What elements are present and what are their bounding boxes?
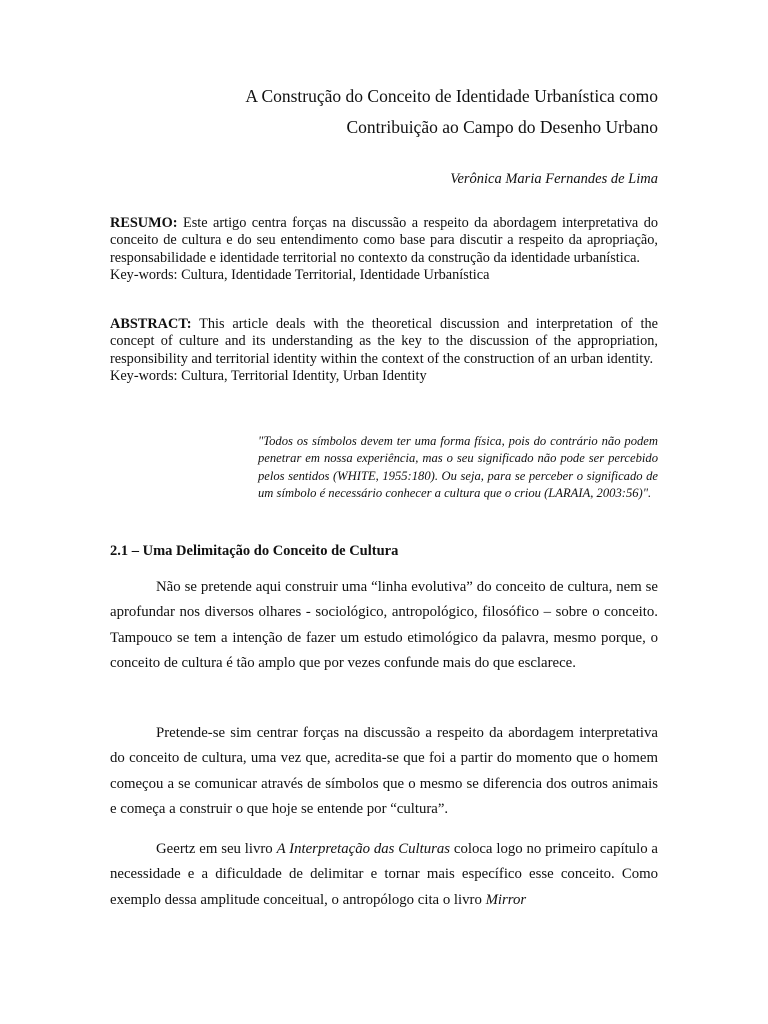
paragraph-1-text: Não se pretende aqui construir uma “linha evolutiva” do conceito de cultura, nem se aprofundar nos diversos olhares - sociológico, antropológico, filosófico – sobre o conceito. Tampouco se tem a intenção de fazer um estudo etimológico da palavra, mesmo porque, o conceito de cultura é tão amplo que por vezes confunde mais do que esclarece. xyxy=(110,579,658,672)
epigraph-quote: "Todos os símbolos devem ter uma forma física, pois do contrário não podem penetrar em nossa experiência, mas o seu significado não pode ser percebido pelos sentidos (WHITE, 1955:180). Ou seja, para se perceber o significado de um símbolo é necessário conhecer a cultura que o criou (LARAIA, 2003:56)". xyxy=(258,434,658,501)
author-name: Verônica Maria Fernandes de Lima xyxy=(450,171,658,187)
paragraph-2 xyxy=(110,721,658,823)
book-title: A Interpretação das Culturas xyxy=(276,841,451,857)
paragraph-1 xyxy=(110,575,658,677)
abstract-block xyxy=(110,316,658,385)
resumo-block xyxy=(110,215,658,284)
paragraph-3 xyxy=(110,837,658,913)
abstract-label: ABSTRACT: xyxy=(110,316,192,332)
abstract-text: This article deals with the theoretical discussion and interpretation of the concept of culture and its understanding as the key to the discussion of the appropriation, responsibility and territorial identity within the context of the construction of an urban identity. xyxy=(110,316,658,367)
resumo-keywords: Key-words: Cultura, Identidade Territorial, Identidade Urbanística xyxy=(110,266,490,283)
section-heading: 2.1 – Uma Delimitação do Conceito de Cultura xyxy=(110,543,399,559)
abstract-keywords: Key-words: Cultura, Territorial Identity, Urban Identity xyxy=(110,367,427,384)
resumo-label: RESUMO: xyxy=(110,215,178,231)
paragraph-3-part1: Geertz em seu livro xyxy=(156,841,277,857)
title-line-2: Contribuição ao Campo do Desenho Urbano xyxy=(346,117,658,137)
title-line-1: A Construção do Conceito de Identidade Urbanística como xyxy=(245,86,658,106)
paragraph-3-part2: coloca logo no primeiro capítulo a necessidade e a dificuldade de delimitar e tornar mais específico esse conceito. Como exemplo dessa amplitude conceitual, o antropólogo cita o livro xyxy=(110,841,659,908)
book-title-2: Mirror xyxy=(485,891,527,908)
paragraph-2-text: Pretende-se sim centrar forças na discussão a respeito da abordagem interpretativa do conceito de cultura, uma vez que, acredita-se que foi a partir do momento que o homem começou a se comunicar através de símbolos que o mesmo se diferencia dos outros animais e começa a construir o que hoje se entende por “cultura”. xyxy=(110,725,658,818)
resumo-text: Este artigo centra forças na discussão a respeito da abordagem interpretativa do conceito de cultura e do seu entendimento como base para discutir a respeito da apropriação, responsabilidade e identidade territorial no contexto da construção da identidade urbanística. xyxy=(110,215,658,266)
